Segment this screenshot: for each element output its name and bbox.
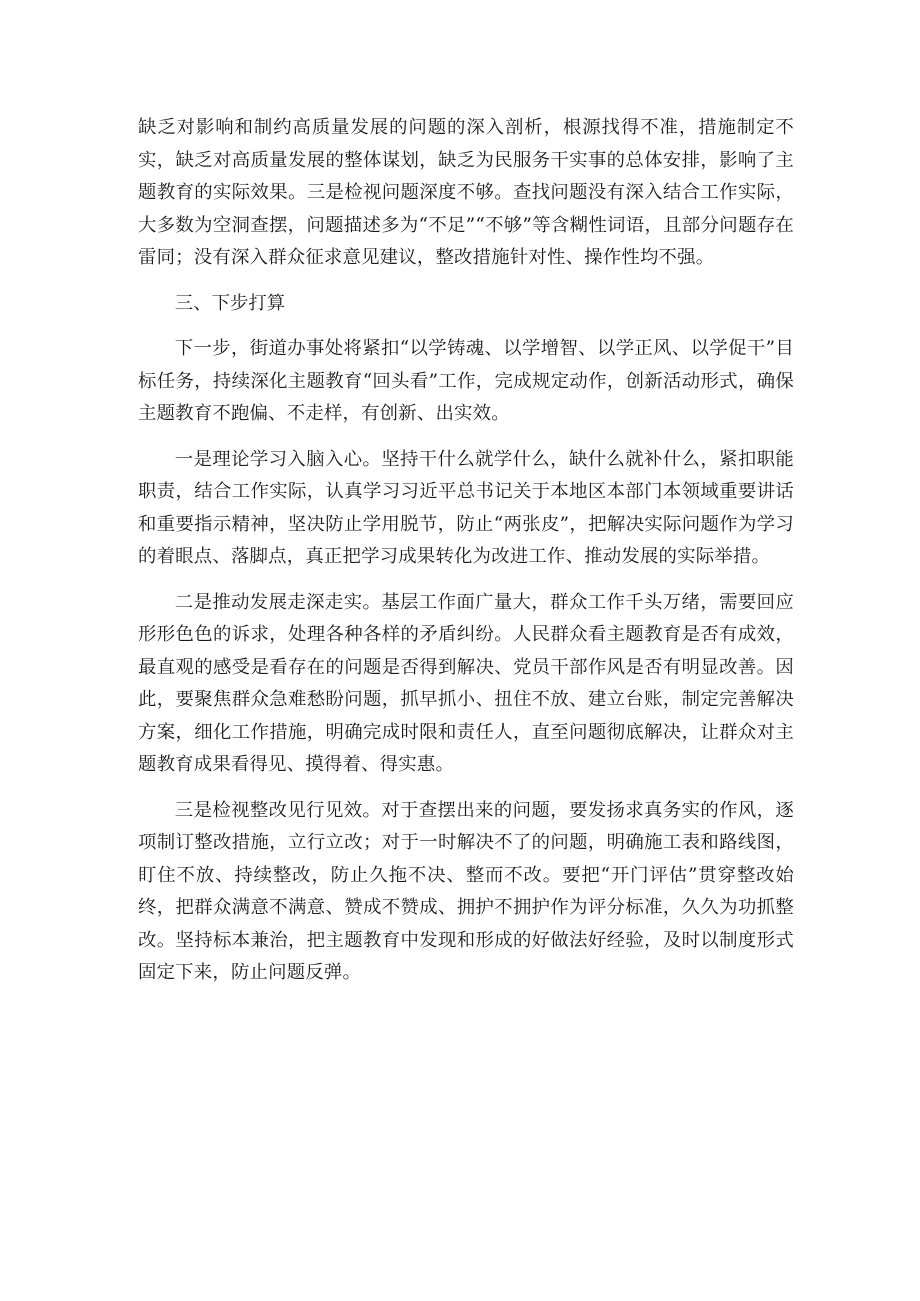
paragraph-continuation: 缺乏对影响和制约高质量发展的问题的深入剖析，根源找得不准，措施制定不实，缺乏对高质量发展的整体谋划，缺乏为民服务干实事的总体安排，影响了主题教育的实际效果。三是检视问题深度不够。查找问题没有深入结合工作实际，大多数为空洞查摆，问题描述多为“不足”“不够”等含糊性词语，且部分问题存在雷同；没有深入群众征求意见建议，整改措施针对性、操作性均不强。 bbox=[138, 117, 794, 268]
paragraph-rectification: 三是检视整改见行见效。对于查摆出来的问题，要发扬求真务实的作风，逐项制订整改措施，立行立改；对于一时解决不了的问题，明确施工表和路线图，盯住不放、持续整改，防止久拖不决、整而不改。要把“开门评估”贯穿整改始终，把群众满意不满意、赞成不赞成、拥护不拥护作为评分标准，久久为功抓整改。坚持标本兼治，把主题教育中发现和形成的好做法好经验，及时以制度形式固定下来，防止问题反弹。 bbox=[138, 799, 794, 983]
document-body bbox=[138, 112, 794, 990]
paragraph-next-steps: 下一步，街道办事处将紧扣“以学铸魂、以学增智、以学正风、以学促干”目标任务，持续深化主题教育“回头看”工作，完成规定动作，创新活动形式，确保主题教育不跑偏、不走样，有创新、出实效。 bbox=[138, 338, 794, 424]
paragraph-theory-study: 一是理论学习入脑入心。坚持干什么就学什么，缺什么就补什么，紧扣职能职责，结合工作实际，认真学习习近平总书记关于本地区本部门本领域重要讲话和重要指示精神，坚决防止学用脱节，防止“两张皮”，把解决实际问题作为学习的着眼点、落脚点，真正把学习成果转化为改进工作、推动发展的实际举措。 bbox=[138, 448, 794, 567]
section-heading: 三、下步打算 bbox=[174, 292, 286, 314]
paragraph-development: 二是推动发展走深走实。基层工作面广量大，群众工作千头万绪，需要回应形形色色的诉求，处理各种各样的矛盾纠纷。人民群众看主题教育是否有成效，最直观的感受是看存在的问题是否得到解决、党员干部作风是否有明显改善。因此，要聚焦群众急难愁盼问题，抓早抓小、扭住不放、建立台账，制定完善解决方案，细化工作措施，明确完成时限和责任人，直至问题彻底解决，让群众对主题教育成果看得见、摸得着、得实惠。 bbox=[138, 591, 794, 775]
